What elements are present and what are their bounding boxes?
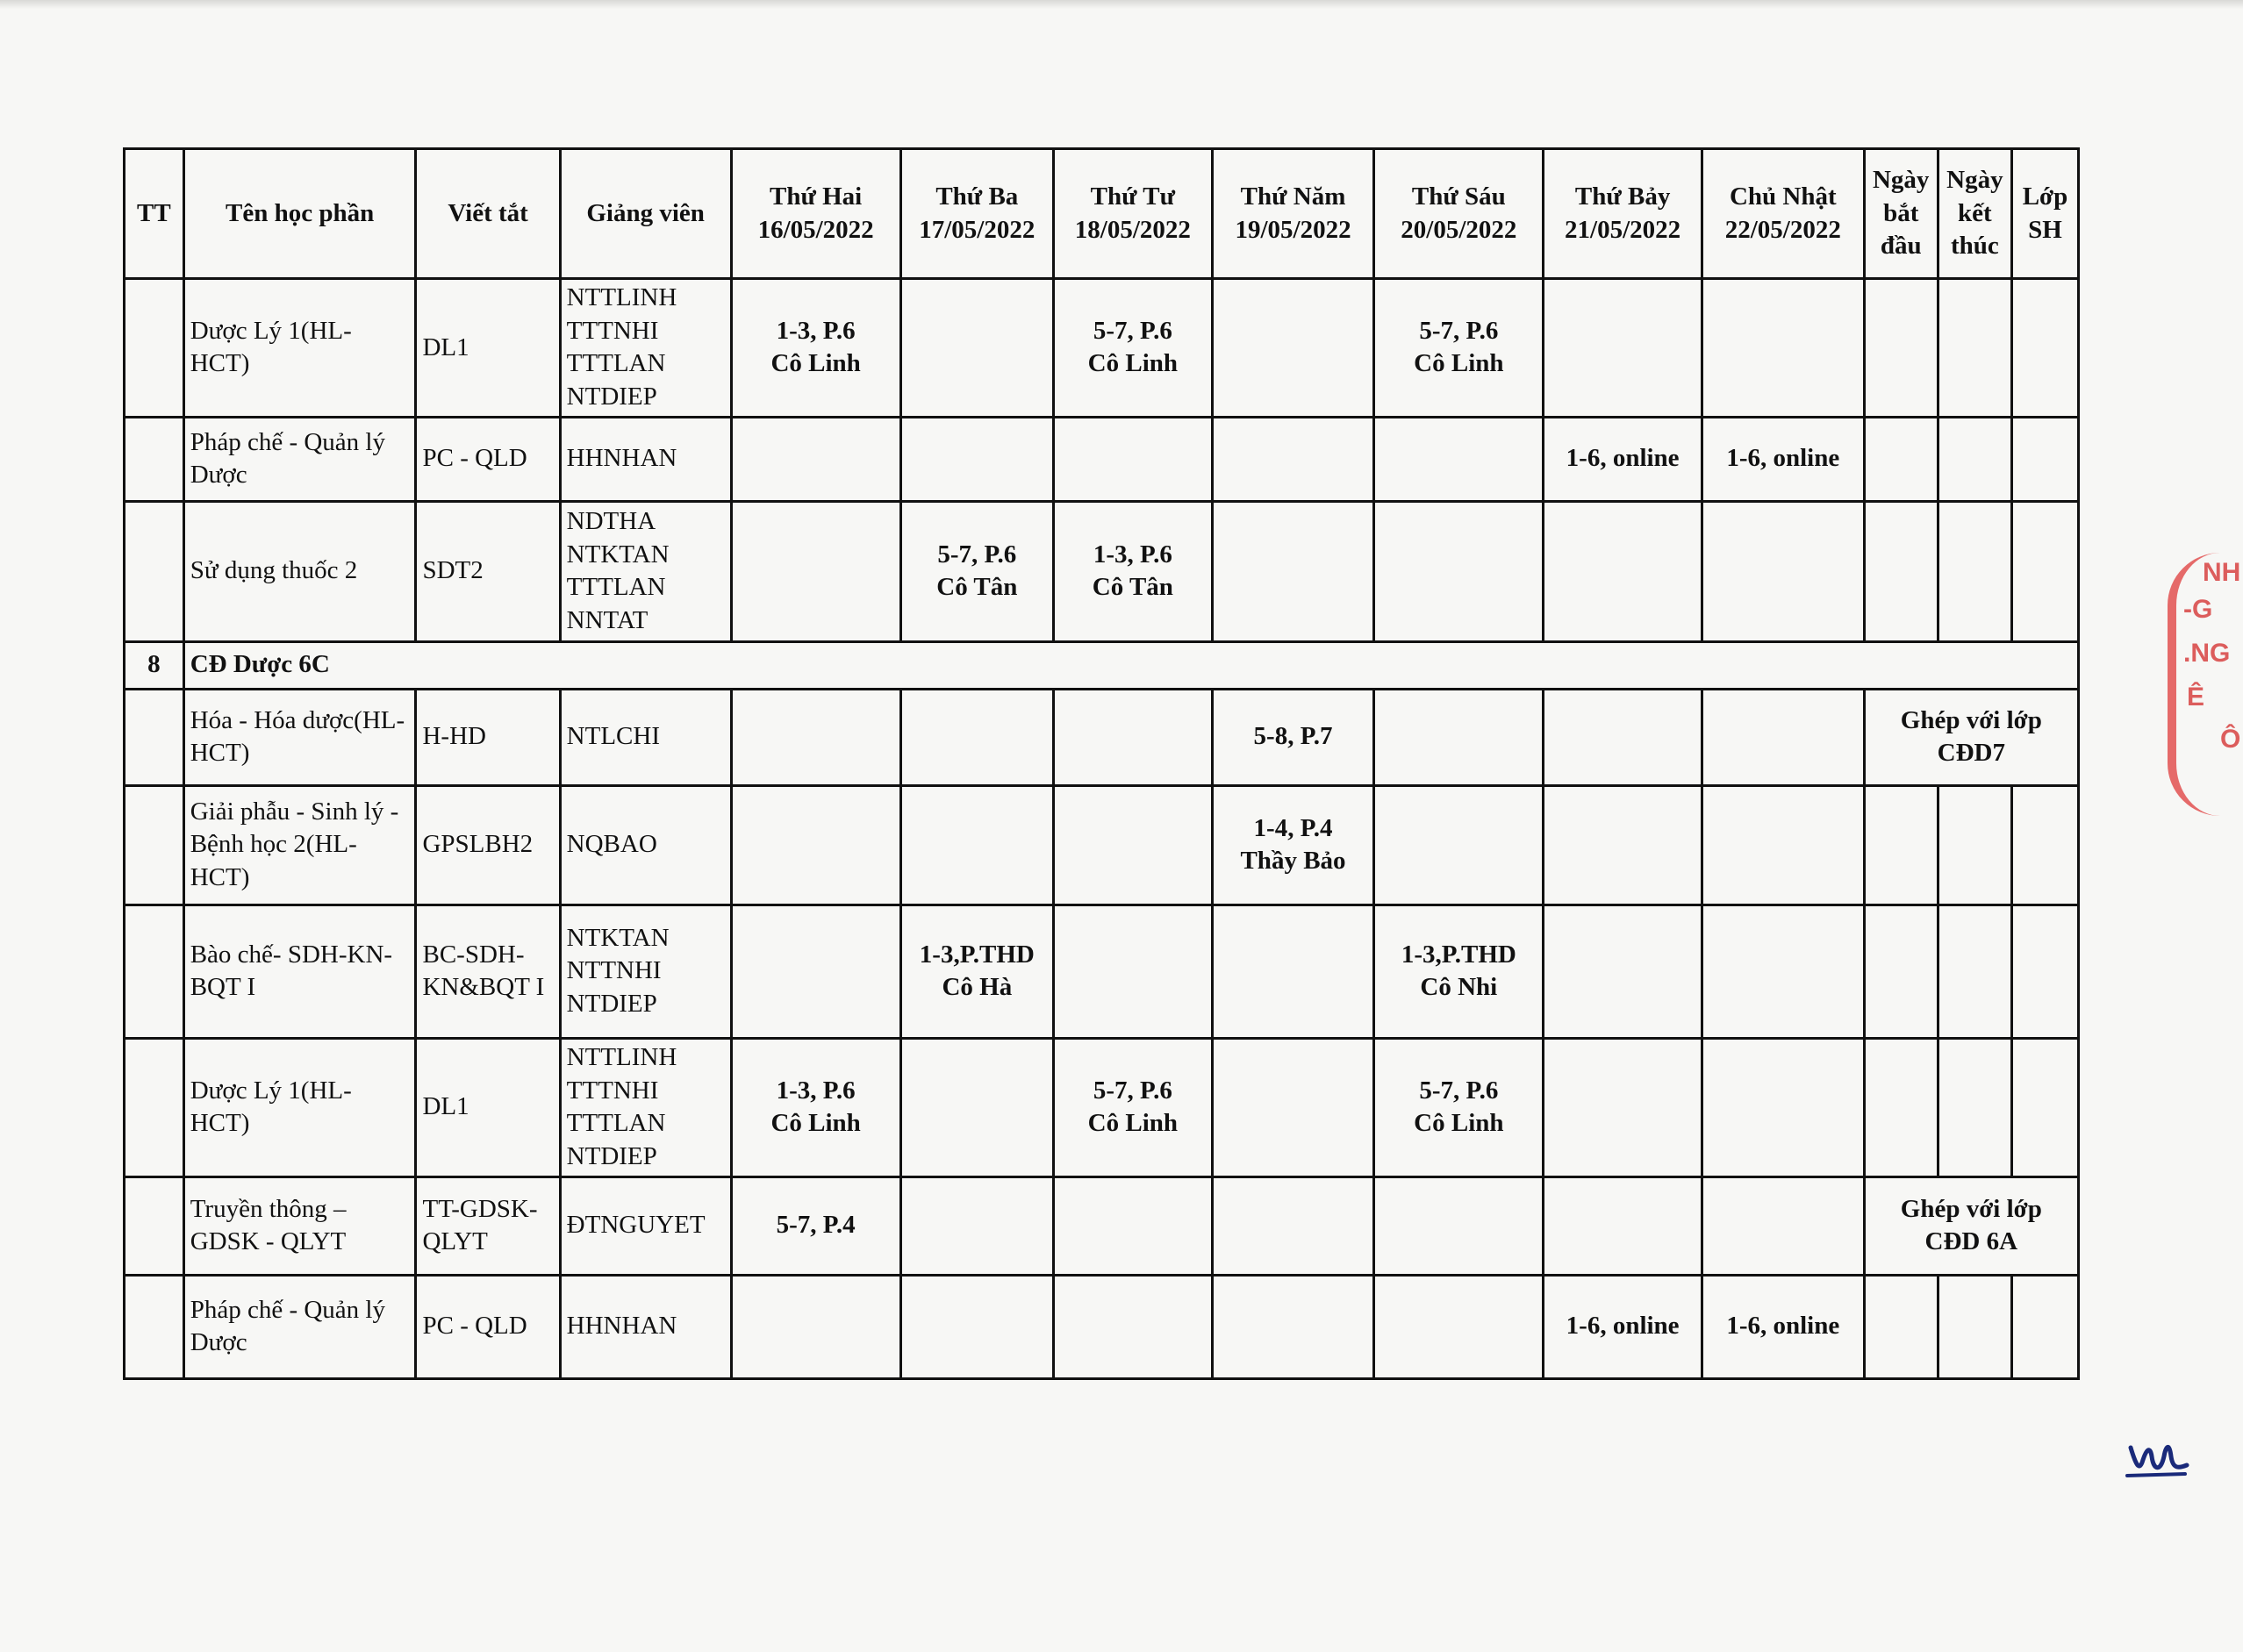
start-date-cell	[1864, 1038, 1938, 1176]
schedule-cell	[731, 501, 900, 641]
table-row	[125, 1275, 2079, 1378]
header-end-date: Ngày kết thúc	[1938, 149, 2011, 279]
teacher-name: NTDIEP	[566, 990, 657, 1019]
schedule-cell	[1212, 1275, 1374, 1378]
schedule-cell	[731, 1275, 900, 1378]
schedule-cell	[900, 279, 1053, 418]
end-date-cell	[1938, 1275, 2011, 1378]
schedule-cell	[1212, 279, 1374, 418]
schedule-cell	[1544, 501, 1702, 641]
start-date-cell	[1864, 279, 1938, 418]
handwritten-initial	[2124, 1430, 2194, 1483]
row-tt	[125, 279, 184, 418]
schedule-cell	[1374, 785, 1544, 905]
course-name: Bào chế- SDH-KN-BQT I	[183, 905, 416, 1038]
header-start-date: Ngày bắt đầu	[1864, 149, 1938, 279]
schedule-cell	[1544, 905, 1702, 1038]
note-cell: Ghép với lớp CĐD7	[1864, 689, 2078, 785]
teacher-name: NTTLINH	[566, 283, 677, 311]
header-day: Thứ Ba 17/05/2022	[900, 149, 1053, 279]
teacher-name: NTKTAN	[566, 540, 670, 569]
teacher-name: NDTHA	[566, 506, 656, 535]
course-name: Dược Lý 1(HL-HCT)	[183, 1038, 416, 1176]
start-date-cell	[1864, 785, 1938, 905]
course-name: Dược Lý 1(HL-HCT)	[183, 279, 416, 418]
group-row	[125, 641, 2079, 689]
row-tt	[125, 689, 184, 785]
course-abbr: H-HD	[416, 689, 560, 785]
schedule-text: 1-6, online	[1726, 1312, 1840, 1341]
table-row	[125, 689, 2079, 785]
class-cell	[2011, 785, 2078, 905]
schedule-text: 5-7, P.4	[776, 1211, 856, 1240]
teacher-list	[560, 417, 731, 501]
course-abbr: SDT2	[416, 501, 560, 641]
class-cell	[2011, 905, 2078, 1038]
schedule-cell	[1374, 1038, 1544, 1176]
end-date-cell	[1938, 1038, 2011, 1176]
teacher-name: TTTNHI	[566, 1076, 659, 1105]
schedule-cell	[1374, 417, 1544, 501]
schedule-text: Cô Linh	[1414, 349, 1504, 378]
schedule-cell	[1544, 1038, 1702, 1176]
teacher-name: NTLCHI	[566, 722, 660, 751]
class-cell	[2011, 1038, 2078, 1176]
group-number: 8	[125, 641, 184, 689]
schedule-text: Cô Linh	[1087, 349, 1179, 378]
class-cell	[2011, 279, 2078, 418]
schedule-body	[125, 279, 2079, 1379]
class-cell	[2011, 417, 2078, 501]
teacher-name: NTDIEP	[566, 383, 657, 411]
schedule-cell	[731, 689, 900, 785]
schedule-cell	[900, 501, 1053, 641]
schedule-cell	[1702, 785, 1864, 905]
page-edge	[0, 0, 2243, 9]
schedule-text: 5-7, P.6	[1419, 316, 1499, 345]
teacher-name: TTTLAN	[566, 573, 666, 602]
row-tt	[125, 417, 184, 501]
table-row	[125, 501, 2079, 641]
schedule-cell	[1212, 417, 1374, 501]
header-day: Thứ Hai 16/05/2022	[731, 149, 900, 279]
schedule-cell	[731, 785, 900, 905]
schedule-cell	[1054, 905, 1213, 1038]
schedule-cell	[900, 785, 1053, 905]
stamp-text: -G	[2183, 595, 2213, 624]
schedule-text: Cô Linh	[770, 1109, 861, 1138]
schedule-cell	[1702, 279, 1864, 418]
schedule-text: 5-7, P.6	[1093, 316, 1172, 345]
header-day: Thứ Sáu 20/05/2022	[1374, 149, 1544, 279]
schedule-text: 1-3, P.6	[1093, 540, 1172, 569]
schedule-cell	[1702, 417, 1864, 501]
schedule-text: 1-6, online	[1566, 1312, 1680, 1341]
teacher-name: NNTAT	[566, 605, 649, 634]
table-row	[125, 1176, 2079, 1275]
course-name: Pháp chế - Quản lý Dược	[183, 417, 416, 501]
end-date-cell	[1938, 785, 2011, 905]
header-row	[125, 149, 2079, 279]
teacher-list	[560, 1176, 731, 1275]
red-stamp	[2168, 553, 2243, 816]
schedule-cell	[1702, 1038, 1864, 1176]
schedule-cell	[1374, 1275, 1544, 1378]
course-name: Truyền thông – GDSK - QLYT	[183, 1176, 416, 1275]
end-date-cell	[1938, 905, 2011, 1038]
end-date-cell	[1938, 279, 2011, 418]
stamp-text: Ê	[2187, 683, 2205, 712]
course-abbr: TT-GDSK-QLYT	[416, 1176, 560, 1275]
course-name: Pháp chế - Quản lý Dược	[183, 1275, 416, 1378]
schedule-text: Cô Linh	[770, 349, 861, 378]
header-day: Thứ Bảy 21/05/2022	[1544, 149, 1702, 279]
teacher-name: NTTLINH	[566, 1042, 677, 1071]
teacher-name: HHNHAN	[566, 1312, 677, 1341]
group-title: CĐ Dược 6C	[183, 641, 2078, 689]
stamp-text: .NG	[2183, 639, 2231, 668]
schedule-cell	[1054, 689, 1213, 785]
course-name: Sử dụng thuốc 2	[183, 501, 416, 641]
course-abbr: PC - QLD	[416, 1275, 560, 1378]
schedule-text: 5-8, P.7	[1253, 722, 1333, 751]
end-date-cell	[1938, 501, 2011, 641]
table-row	[125, 785, 2079, 905]
schedule-cell	[1054, 501, 1213, 641]
teacher-list	[560, 501, 731, 641]
schedule-text: Cô Tân	[936, 573, 1018, 602]
schedule-text: 5-7, P.6	[1093, 1076, 1172, 1105]
teacher-list	[560, 1275, 731, 1378]
schedule-text: 1-3,P.THD	[1401, 940, 1516, 969]
teacher-name: NTTNHI	[566, 956, 662, 985]
teacher-list	[560, 785, 731, 905]
schedule-cell	[1054, 1038, 1213, 1176]
schedule-cell	[1544, 417, 1702, 501]
schedule-cell	[1544, 689, 1702, 785]
schedule-cell	[1212, 1176, 1374, 1275]
schedule-cell	[1212, 905, 1374, 1038]
row-tt	[125, 785, 184, 905]
course-name: Hóa - Hóa dược(HL-HCT)	[183, 689, 416, 785]
schedule-cell	[900, 1275, 1053, 1378]
schedule-cell	[1212, 785, 1374, 905]
schedule-cell	[1544, 785, 1702, 905]
row-tt	[125, 1275, 184, 1378]
row-tt	[125, 905, 184, 1038]
class-cell	[2011, 501, 2078, 641]
schedule-text: 1-6, online	[1726, 444, 1840, 473]
teacher-name: TTTLAN	[566, 1109, 666, 1138]
schedule-cell	[900, 905, 1053, 1038]
schedule-text: 1-4, P.4	[1253, 813, 1333, 842]
schedule-cell	[1054, 279, 1213, 418]
course-abbr: GPSLBH2	[416, 785, 560, 905]
header-course: Tên học phần	[183, 149, 416, 279]
schedule-cell	[1054, 785, 1213, 905]
row-tt	[125, 501, 184, 641]
class-cell	[2011, 1275, 2078, 1378]
schedule-cell	[900, 1176, 1053, 1275]
teacher-name: TTTLAN	[566, 349, 666, 378]
course-abbr: BC-SDH-KN&BQT I	[416, 905, 560, 1038]
schedule-cell	[1702, 905, 1864, 1038]
schedule-text: Cô Linh	[1414, 1109, 1504, 1138]
stamp-text: Ô	[2220, 725, 2241, 754]
teacher-list	[560, 689, 731, 785]
table-row	[125, 279, 2079, 418]
schedule-cell	[1374, 279, 1544, 418]
schedule-text: 1-3, P.6	[776, 1076, 856, 1105]
schedule-text: Cô Linh	[1087, 1109, 1179, 1138]
course-abbr: DL1	[416, 1038, 560, 1176]
schedule-cell	[1212, 689, 1374, 785]
schedule-text: 5-7, P.6	[1419, 1076, 1499, 1105]
schedule-cell	[1374, 905, 1544, 1038]
schedule-cell	[1374, 501, 1544, 641]
schedule-cell	[731, 905, 900, 1038]
teacher-name: NTDIEP	[566, 1141, 657, 1170]
schedule-cell	[1702, 501, 1864, 641]
table-row	[125, 417, 2079, 501]
table-row	[125, 1038, 2079, 1176]
schedule-cell	[1702, 689, 1864, 785]
schedule-cell	[1544, 279, 1702, 418]
schedule-text: Thầy Bảo	[1240, 847, 1346, 876]
header-day: Thứ Năm 19/05/2022	[1212, 149, 1374, 279]
schedule-cell	[731, 1176, 900, 1275]
schedule-table	[123, 147, 2080, 1380]
stamp-text: NH	[2203, 558, 2241, 587]
schedule-text: 5-7, P.6	[937, 540, 1017, 569]
header-teacher: Giảng viên	[560, 149, 731, 279]
schedule-cell	[731, 417, 900, 501]
schedule-cell	[1054, 1176, 1213, 1275]
course-abbr: PC - QLD	[416, 417, 560, 501]
course-name: Giải phẫu - Sinh lý - Bệnh học 2(HL-HCT)	[183, 785, 416, 905]
schedule-cell	[1054, 417, 1213, 501]
start-date-cell	[1864, 905, 1938, 1038]
schedule-cell	[1374, 1176, 1544, 1275]
course-abbr: DL1	[416, 279, 560, 418]
end-date-cell	[1938, 417, 2011, 501]
schedule-cell	[1374, 689, 1544, 785]
schedule-text: 1-6, online	[1566, 444, 1680, 473]
header-day: Thứ Tư 18/05/2022	[1054, 149, 1213, 279]
row-tt	[125, 1176, 184, 1275]
schedule-text: 1-3, P.6	[776, 316, 856, 345]
schedule-cell	[900, 1038, 1053, 1176]
row-tt	[125, 1038, 184, 1176]
start-date-cell	[1864, 1275, 1938, 1378]
schedule-cell	[900, 417, 1053, 501]
teacher-name: HHNHAN	[566, 444, 677, 473]
schedule-cell	[1702, 1176, 1864, 1275]
schedule-cell	[1212, 1038, 1374, 1176]
header-tt: TT	[125, 149, 184, 279]
header-abbr: Viết tắt	[416, 149, 560, 279]
schedule-text: 1-3,P.THD	[919, 940, 1035, 969]
teacher-name: ĐTNGUYET	[566, 1211, 706, 1240]
teacher-list	[560, 279, 731, 418]
note-cell: Ghép với lớp CĐD 6A	[1864, 1176, 2078, 1275]
header-class: Lớp SH	[2011, 149, 2078, 279]
teacher-name: TTTNHI	[566, 316, 659, 345]
schedule-cell	[1054, 1275, 1213, 1378]
schedule-cell	[1544, 1176, 1702, 1275]
teacher-list	[560, 1038, 731, 1176]
schedule-cell	[1212, 501, 1374, 641]
schedule-text: Cô Tân	[1092, 573, 1173, 602]
schedule-cell	[900, 689, 1053, 785]
teacher-list	[560, 905, 731, 1038]
table-row	[125, 905, 2079, 1038]
schedule-text: Cô Nhi	[1420, 973, 1498, 1002]
header-day: Chủ Nhật 22/05/2022	[1702, 149, 1864, 279]
teacher-name: NQBAO	[566, 830, 657, 859]
schedule-cell	[1702, 1275, 1864, 1378]
schedule-cell	[1544, 1275, 1702, 1378]
schedule-text: Cô Hà	[942, 973, 1013, 1002]
start-date-cell	[1864, 417, 1938, 501]
schedule-cell	[731, 1038, 900, 1176]
start-date-cell	[1864, 501, 1938, 641]
teacher-name: NTKTAN	[566, 923, 670, 952]
schedule-cell	[731, 279, 900, 418]
